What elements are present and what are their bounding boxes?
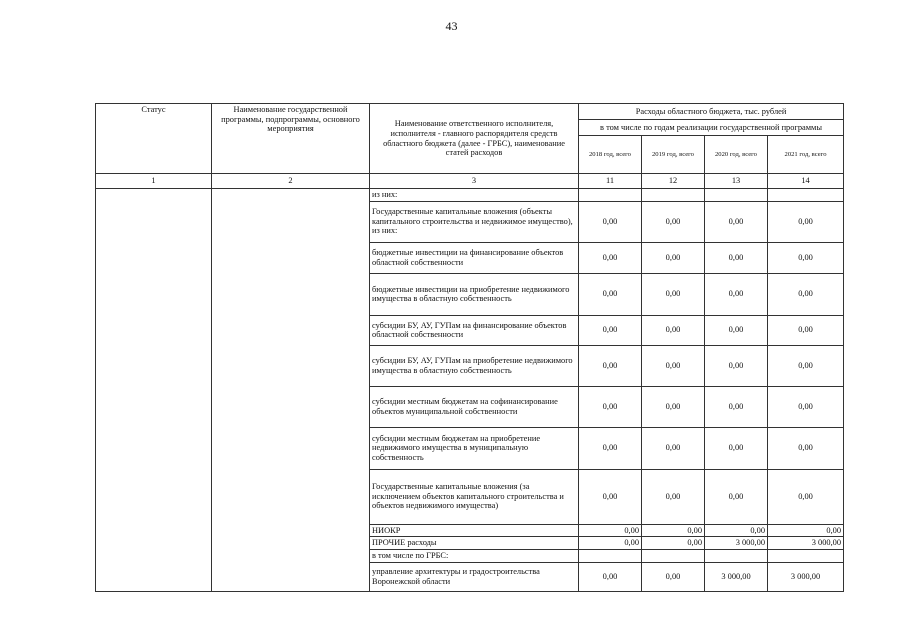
row-value: 0,00 — [705, 469, 768, 524]
row-label: субсидии БУ, АУ, ГУПам на приобретение недвижимого имущества в областную собственность — [370, 345, 579, 386]
header-by-years: в том числе по годам реализации государственной программы — [579, 120, 844, 136]
header-expenses: Расходы областного бюджета, тыс. рублей — [579, 104, 844, 120]
row-value: 0,00 — [768, 386, 844, 427]
row-value: 3 000,00 — [705, 562, 768, 591]
column-number: 3 — [370, 174, 579, 189]
row-value — [768, 549, 844, 562]
header-year: 2018 год, всего — [579, 136, 642, 174]
row-value: 0,00 — [642, 562, 705, 591]
column-number: 1 — [96, 174, 212, 189]
row-value: 0,00 — [768, 427, 844, 469]
column-number: 11 — [579, 174, 642, 189]
row-value: 0,00 — [642, 524, 705, 537]
row-value: 0,00 — [579, 469, 642, 524]
row-value: 0,00 — [579, 242, 642, 273]
row-value: 0,00 — [768, 242, 844, 273]
row-value: 0,00 — [705, 273, 768, 315]
row-label: ПРОЧИЕ расходы — [370, 537, 579, 550]
row-value: 0,00 — [642, 427, 705, 469]
table-row — [96, 189, 844, 202]
column-number: 2 — [212, 174, 370, 189]
row-value: 0,00 — [579, 201, 642, 242]
row-value — [642, 549, 705, 562]
row-value: 0,00 — [768, 201, 844, 242]
row-value: 0,00 — [768, 345, 844, 386]
row-value: 3 000,00 — [768, 537, 844, 550]
row-value: 3 000,00 — [768, 562, 844, 591]
row-value: 0,00 — [705, 524, 768, 537]
row-label: из них: — [370, 189, 579, 202]
row-value: 0,00 — [705, 386, 768, 427]
row-value: 0,00 — [579, 345, 642, 386]
row-label: субсидии БУ, АУ, ГУПам на финансирование объектов областной собственности — [370, 315, 579, 345]
row-value: 0,00 — [768, 524, 844, 537]
row-label: бюджетные инвестиции на приобретение недвижимого имущества в областную собственность — [370, 273, 579, 315]
row-value: 0,00 — [642, 537, 705, 550]
program-name-cell — [212, 189, 370, 592]
row-value: 0,00 — [768, 315, 844, 345]
column-number: 12 — [642, 174, 705, 189]
row-label: НИОКР — [370, 524, 579, 537]
row-value — [705, 189, 768, 202]
row-value: 0,00 — [705, 201, 768, 242]
row-value — [579, 189, 642, 202]
row-label: субсидии местным бюджетам на приобретение недвижимого имущества в муниципальную собственность — [370, 427, 579, 469]
status-cell — [96, 189, 212, 592]
row-value: 0,00 — [705, 345, 768, 386]
row-label: субсидии местным бюджетам на софинансирование объектов муниципальной собственности — [370, 386, 579, 427]
row-label: в том числе по ГРБС: — [370, 549, 579, 562]
row-value: 0,00 — [642, 386, 705, 427]
row-value: 0,00 — [705, 427, 768, 469]
row-value: 0,00 — [705, 315, 768, 345]
row-label: бюджетные инвестиции на финансирование объектов областной собственности — [370, 242, 579, 273]
row-value: 0,00 — [642, 242, 705, 273]
row-value: 0,00 — [579, 537, 642, 550]
row-value: 0,00 — [768, 469, 844, 524]
row-value: 0,00 — [642, 315, 705, 345]
row-value: 0,00 — [579, 562, 642, 591]
row-value: 0,00 — [579, 273, 642, 315]
header-year: 2020 год, всего — [705, 136, 768, 174]
row-label: Государственные капитальные вложения (объекты капитального строительства и недвижимое имущество), из них: — [370, 201, 579, 242]
header-program-name: Наименование государственной программы, подпрограммы, основного мероприятия — [212, 104, 370, 174]
row-value: 0,00 — [642, 273, 705, 315]
header-executor: Наименование ответственного исполнителя, исполнителя - главного распорядителя средств областного бюджета (далее - ГРБС), наименование статей расходов — [370, 104, 579, 174]
column-number: 13 — [705, 174, 768, 189]
row-value — [768, 189, 844, 202]
column-number: 14 — [768, 174, 844, 189]
header-year: 2021 год, всего — [768, 136, 844, 174]
row-label: управление архитектуры и градостроительства Воронежской области — [370, 562, 579, 591]
row-value: 0,00 — [768, 273, 844, 315]
header-year: 2019 год, всего — [642, 136, 705, 174]
budget-table — [95, 103, 844, 592]
row-value: 0,00 — [579, 315, 642, 345]
row-value: 0,00 — [642, 345, 705, 386]
row-value — [642, 189, 705, 202]
row-value: 0,00 — [642, 201, 705, 242]
row-value: 0,00 — [705, 242, 768, 273]
row-value: 0,00 — [579, 427, 642, 469]
header-status: Статус — [96, 104, 212, 174]
row-value: 0,00 — [579, 524, 642, 537]
row-value: 3 000,00 — [705, 537, 768, 550]
row-value: 0,00 — [642, 469, 705, 524]
row-value — [579, 549, 642, 562]
row-value: 0,00 — [579, 386, 642, 427]
page-number: 43 — [445, 19, 458, 33]
row-value — [705, 549, 768, 562]
row-label: Государственные капитальные вложения (за исключением объектов капитального строительства и объектов недвижимого имущества) — [370, 469, 579, 524]
